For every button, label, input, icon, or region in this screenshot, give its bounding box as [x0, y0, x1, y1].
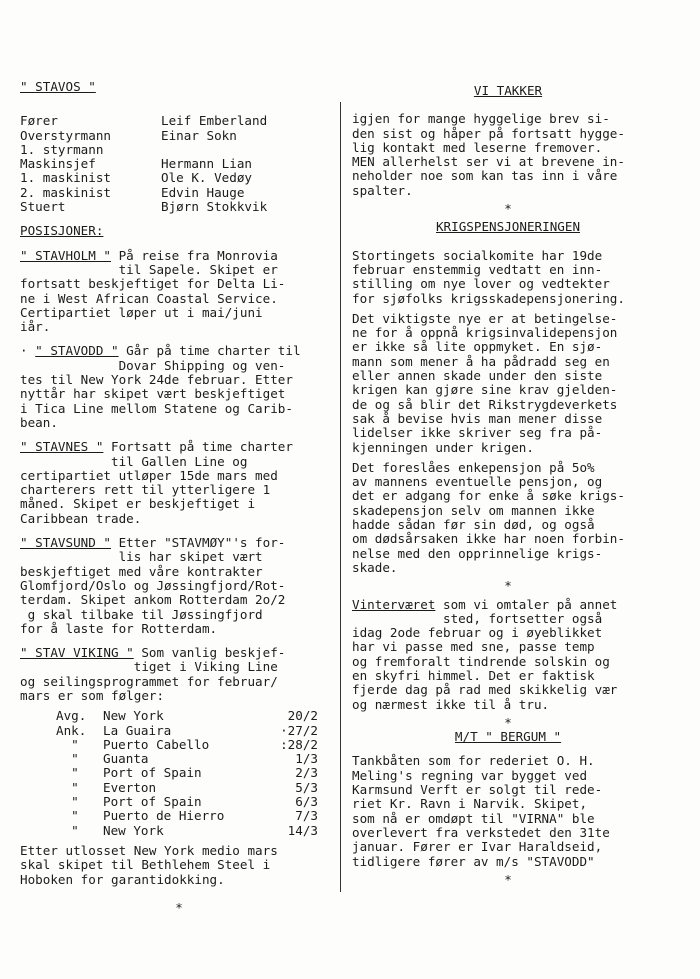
schedule-port: Guanta — [103, 751, 149, 767]
entry-text: På reise fra Monrovia — [111, 247, 278, 263]
schedule-date: :28/2 — [280, 736, 318, 752]
crew-role: Stuert — [20, 199, 66, 215]
schedule-mark: Avg. — [56, 708, 87, 724]
vi-takker-heading: VI TAKKER — [473, 83, 543, 98]
closing-text: Etter utlosset New York medio mars skal skipet til Bethlehem Steel i Hoboken for garantidokking. — [20, 842, 278, 887]
ship-name: " STAVODD " — [35, 343, 119, 359]
vi-takker-text: igjen for mange hyggelige brev si- den sist og håper på fortsatt hygge- lig kontakt med leserne fremover. MEN allerhelst ser vi at brevene in- neholder noe som kan tas inn i våre spalter. — [352, 111, 625, 198]
separator-star: * — [175, 899, 183, 915]
entry-text: Fortsatt på time charter — [103, 439, 293, 455]
schedule-port: La Guaira — [103, 722, 172, 738]
schedule-mark: " — [56, 736, 79, 752]
schedule-date: 5/3 — [295, 779, 318, 795]
entry-text: tiget i Viking Line og seilingsprogrammet for februar/ mars er som følger: — [20, 659, 278, 703]
left-column — [20, 80, 338, 915]
entry-text: Går på time charter til — [118, 343, 301, 359]
schedule-mark: " — [56, 751, 79, 767]
krigs-paragraph: Det foreslåes enkepensjon på 5o% av mannens eventuelle pensjon, og det er adgang for enke å søke krigs- skadepensjon selv om mannen ikke hadde sådan før sin død, og også om dødsårsaken ikke har noen forbin- nelse med den opprinnelige krigs- skade. — [352, 459, 625, 575]
crew-role: 1. styrmann — [20, 141, 104, 157]
crew-role: Maskinsjef — [20, 156, 96, 172]
stavholm-entry — [20, 249, 338, 335]
stavodd-entry — [20, 344, 338, 430]
schedule-port: New York — [103, 822, 164, 838]
bergum-text: Tankbåten som for rederiet O. H. Meling's regning var bygget ved Karmsund Verft er solgt til rede- riet Kr. Ravn i Narvik. Skipet, som nå er omdøpt til "VIRNA" ble overlevert fra verkstedet den 31te januar. Fører er Ivar Haraldseid, tidligere fører av m/s "STAVODD" — [352, 753, 610, 869]
schedule-port: Port of Spain — [103, 765, 202, 781]
schedule-mark: " — [56, 779, 79, 795]
krigs-paragraph: Det viktigste nye er at betingelse- ne for å oppnå krigsinvalidepensjon er ikke så lite oppmyket. En sjø- mann som mener å ha pådradd seg en eller annen skade under den siste krigen kan gjøre sine krav gjelden- de og så blir det Rikstrygdeverkets sak å bevise hvis man mener disse lidelser ikke skriver seg fra på- kjenningen under krigen. — [352, 310, 618, 455]
entry-text: til Sapele. Skipet er fortsatt beskjeftiget for Delta Li- ne i West African Coastal Service. Certipartiet løper ut i mai/juni iår. — [20, 261, 286, 335]
separator-star: * — [504, 578, 512, 594]
schedule-port: New York — [103, 708, 164, 724]
posisjoner-heading: POSISJONER: — [20, 223, 104, 239]
vinter-lead: Vinterværet — [352, 596, 436, 612]
schedule-date: ·27/2 — [280, 722, 318, 738]
entry-text: som vi omtaler på annet — [435, 596, 618, 612]
entry-text: Etter "STAVMØY"'s for- — [111, 535, 286, 551]
crew-member — [161, 143, 338, 157]
stavnes-entry — [20, 440, 338, 526]
bergum-heading: M/T " BERGUM " — [454, 729, 562, 745]
entry-text: til Gallen Line og certipartiet utløper 15de mars med charterers rett til ytterligere 1 måned. Skipet er beskjeftiget i Caribbean trade. — [20, 453, 278, 526]
ship-name: " STAV VIKING " — [20, 645, 134, 661]
crew-role: 1. maskinist — [20, 170, 111, 186]
entry-text: Som vanlig beskjef- — [133, 645, 286, 661]
bullet-mark: · — [20, 343, 36, 359]
separator-star: * — [504, 871, 512, 887]
schedule-date: 1/3 — [295, 751, 318, 767]
schedule-mark: Ank. — [56, 722, 87, 738]
krigspensjoneringen-heading: KRIGSPENSJONERINGEN — [435, 219, 581, 235]
schedule-date: 20/2 — [287, 708, 318, 724]
ship-name: " STAVHOLM " — [20, 247, 111, 263]
schedule-mark: " — [56, 765, 79, 781]
schedule-date: 7/3 — [295, 808, 318, 824]
sailing-schedule — [56, 709, 338, 838]
entry-text: sted, fortsetter også idag 2ode februar og i øyeblikket har vi passe med sne, passe temp og fremforalt tindrende solskin og en skyfri himmel. Det er faktisk fjerde dag på rad med skikkelig vær og nærmest ikke til å tru. — [352, 610, 618, 712]
stavos-heading: " STAVOS " — [20, 79, 96, 94]
schedule-mark: " — [56, 794, 79, 810]
entry-text: Dovar Shipping og ven- tes til New York 24de februar. Etter nyttår har skipet vært beskjeftiget i Tica Line mellom Statene og Carib- bean. — [20, 357, 293, 430]
vinter-entry — [352, 598, 664, 712]
crew-member: Edvin Hauge — [161, 184, 245, 200]
ship-name: " STAVSUND " — [20, 535, 111, 551]
krigs-paragraph: Stortingets socialkomite har 19de februar enstemmig vedtatt en inn- stilling om nye lover og vedtekter for sjøfolks krigsskadepensjonering. — [352, 247, 625, 306]
crew-role: 2. maskinist — [20, 184, 111, 200]
schedule-date: 2/3 — [295, 765, 318, 781]
column-divider — [340, 102, 341, 892]
entry-text: lis har skipet vært beskjeftiget med våre kontrakter Glomfjord/Oslo og Jøssingfjord/Rot- terdam. Skipet ankom Rotterdam 2o/2 g skal tilbake til Jøssingfjord for å laste for Rotterdam. — [20, 549, 286, 636]
crew-member: Ole K. Vedøy — [161, 170, 252, 186]
schedule-mark: " — [56, 808, 79, 824]
schedule-port: Puerto de Hierro — [103, 808, 225, 824]
crew-list — [20, 114, 338, 214]
right-column — [352, 84, 664, 887]
schedule-port: Port of Spain — [103, 794, 202, 810]
schedule-date: 6/3 — [295, 794, 318, 810]
separator-star: * — [504, 714, 512, 730]
schedule-date: 14/3 — [287, 822, 318, 838]
crew-member: Hermann Lian — [161, 156, 252, 172]
separator-star: * — [504, 201, 512, 217]
crew-member: Bjørn Stokkvik — [161, 199, 268, 215]
ship-name: " STAVNES " — [20, 439, 104, 455]
schedule-mark: " — [56, 822, 79, 838]
schedule-port: Puerto Cabello — [103, 736, 210, 752]
crew-role: Overstyrmann — [20, 127, 111, 143]
stavsund-entry — [20, 536, 338, 636]
crew-role: Fører — [20, 113, 58, 129]
crew-member: Einar Sokn — [161, 127, 237, 143]
schedule-port: Everton — [103, 779, 157, 795]
crew-member: Leif Emberland — [161, 113, 268, 129]
stav-viking-entry — [20, 646, 338, 703]
